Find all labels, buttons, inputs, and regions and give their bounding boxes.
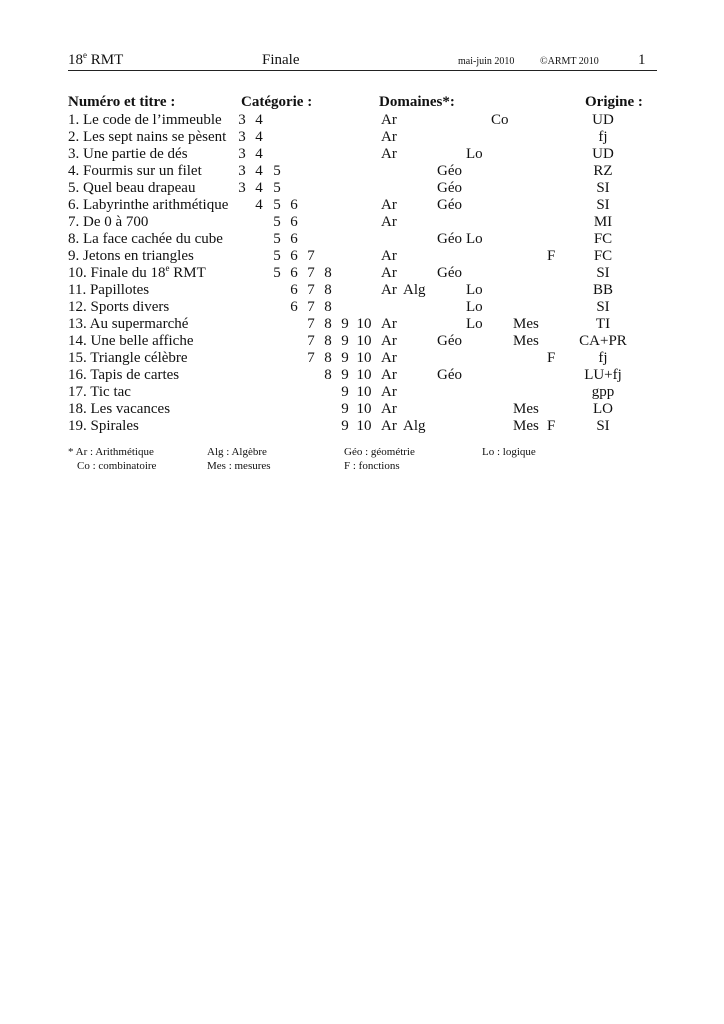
row-origin: RZ [593, 163, 613, 179]
category-cell: 7 [307, 299, 315, 315]
category-cell: 6 [290, 248, 298, 264]
table-row [0, 197, 724, 214]
category-cell: 3 [238, 180, 246, 196]
category-cell: 9 [341, 367, 349, 383]
legend-ar: * Ar : Arithmétique [68, 446, 154, 458]
domain-mes: Mes [513, 418, 539, 434]
domain-lo: Lo [466, 282, 483, 298]
row-title [68, 282, 149, 299]
header-rule [68, 70, 657, 71]
category-cell: 8 [324, 265, 332, 281]
column-header-category: Catégorie : [241, 94, 313, 110]
category-cell: 8 [324, 367, 332, 383]
category-cell: 5 [273, 231, 281, 247]
category-cell: 4 [255, 163, 263, 179]
domain-f: F [547, 248, 556, 264]
header-page-number: 1 [638, 52, 646, 68]
category-cell: 6 [290, 299, 298, 315]
row-title [68, 418, 139, 435]
category-cell: 10 [356, 367, 372, 383]
domain-alg: Alg [403, 418, 426, 434]
row-title [68, 401, 170, 418]
table-row [0, 316, 724, 333]
category-cell: 10 [356, 316, 372, 332]
domain-lo: Lo [466, 146, 483, 162]
header-center-title: Finale [262, 52, 300, 68]
row-title [68, 197, 228, 214]
legend-lo: Lo : logique [482, 446, 536, 458]
category-cell: 6 [290, 282, 298, 298]
legend-mes: Mes : mesures [207, 460, 271, 472]
row-title-text: 18. Les vacances [68, 401, 171, 417]
legend-co: Co : combinatoire [77, 460, 157, 472]
column-header-title: Numéro et titre : [68, 94, 176, 110]
category-cell: 6 [290, 197, 298, 213]
category-cell: 5 [273, 163, 281, 179]
category-cell: 7 [307, 265, 315, 281]
domain-mes: Mes [513, 316, 539, 332]
table-row [0, 367, 724, 384]
row-title [68, 299, 169, 316]
domain-ar: Ar [381, 112, 397, 128]
table-row [0, 112, 724, 129]
domain-ar: Ar [381, 367, 397, 383]
domain-ar: Ar [381, 333, 397, 349]
legend-geo: Géo : géométrie [344, 446, 415, 458]
table-row [0, 231, 724, 248]
row-title-text: 7. De 0 à 700 [68, 214, 149, 230]
row-title-text: 15. Triangle célèbre [68, 350, 188, 366]
domain-ar: Ar [381, 197, 397, 213]
table-row [0, 299, 724, 316]
table-row [0, 282, 724, 299]
row-title [68, 180, 195, 197]
table-row [0, 384, 724, 401]
category-cell: 5 [273, 265, 281, 281]
table-row [0, 214, 724, 231]
column-header-origin: Origine : [585, 94, 643, 110]
table-row [0, 350, 724, 367]
row-title [68, 367, 179, 384]
category-cell: 4 [255, 129, 263, 145]
category-cell: 3 [238, 129, 246, 145]
row-origin: MI [593, 214, 613, 230]
row-origin: SI [596, 299, 610, 315]
header-rmt [68, 52, 123, 69]
category-cell: 5 [273, 248, 281, 264]
category-cell: 6 [290, 265, 298, 281]
category-cell: 8 [324, 316, 332, 332]
row-title [68, 129, 226, 146]
category-cell: 3 [238, 163, 246, 179]
row-title-text: 2. Les sept nains se pèsent [68, 129, 227, 145]
header-copyright: ©ARMT 2010 [540, 56, 599, 67]
category-cell: 4 [255, 197, 263, 213]
domain-ar: Ar [381, 401, 397, 417]
domain-mes: Mes [513, 333, 539, 349]
domain-alg: Alg [403, 282, 426, 298]
row-title-text: 13. Au supermarché [68, 316, 189, 332]
category-cell: 7 [307, 248, 315, 264]
domain-mes: Mes [513, 401, 539, 417]
category-cell: 10 [356, 418, 372, 434]
domain-f: F [547, 418, 556, 434]
row-title [68, 384, 131, 401]
table-row [0, 418, 724, 435]
table-row [0, 248, 724, 265]
domain-geo: Géo [437, 265, 462, 281]
domain-ar: Ar [381, 214, 397, 230]
domain-ar: Ar [381, 248, 397, 264]
row-title-text: 4. Fourmis sur un filet [68, 163, 202, 179]
domain-ar: Ar [381, 265, 397, 281]
row-origin: LO [593, 401, 613, 417]
row-origin: SI [596, 180, 610, 196]
row-origin: CA+PR [579, 333, 627, 349]
category-cell: 5 [273, 180, 281, 196]
table-row [0, 129, 724, 146]
category-cell: 8 [324, 282, 332, 298]
row-title-text: 1. Le code de l’immeuble [68, 112, 222, 128]
header-rmt-suffix: RMT [87, 52, 124, 68]
row-origin: TI [595, 316, 611, 332]
table-row [0, 180, 724, 197]
row-origin: LU+fj [584, 367, 622, 383]
category-cell: 5 [273, 197, 281, 213]
domain-lo: Lo [466, 316, 483, 332]
category-cell: 10 [356, 384, 372, 400]
row-title-text: 6. Labyrinthe arithmétique [68, 197, 229, 213]
category-cell: 8 [324, 350, 332, 366]
row-title-sup: e [165, 263, 170, 273]
category-cell: 6 [290, 214, 298, 230]
domain-geo: Géo [437, 333, 462, 349]
domain-ar: Ar [381, 129, 397, 145]
category-cell: 4 [255, 112, 263, 128]
row-title-text: 3. Une partie de dés [68, 146, 188, 162]
header-rmt-number: 18 [68, 52, 83, 68]
category-cell: 4 [255, 146, 263, 162]
row-title-text: 9. Jetons en triangles [68, 248, 194, 264]
row-origin: gpp [591, 384, 615, 400]
row-origin: BB [592, 282, 614, 298]
row-title [68, 265, 206, 282]
domain-ar: Ar [381, 146, 397, 162]
header-date: mai-juin 2010 [458, 56, 515, 67]
header-rmt-sup: e [83, 50, 87, 60]
row-origin: UD [592, 112, 614, 128]
category-cell: 7 [307, 316, 315, 332]
table-row [0, 146, 724, 163]
domain-ar: Ar [381, 282, 397, 298]
row-title-text: 8. La face cachée du cube [68, 231, 223, 247]
category-cell: 5 [273, 214, 281, 230]
domain-geo: Géo [437, 163, 462, 179]
row-title [68, 146, 188, 163]
row-title-text: 11. Papillotes [68, 282, 150, 298]
category-cell: 8 [324, 333, 332, 349]
legend-alg: Alg : Algèbre [207, 446, 267, 458]
category-cell: 9 [341, 384, 349, 400]
row-origin: fj [598, 350, 608, 366]
domain-geo: Géo [437, 231, 462, 247]
category-cell: 10 [356, 350, 372, 366]
domain-co: Co [491, 112, 509, 128]
category-cell: 10 [356, 333, 372, 349]
row-title [68, 163, 202, 180]
category-cell: 7 [307, 282, 315, 298]
domain-geo: Géo [437, 197, 462, 213]
category-cell: 4 [255, 180, 263, 196]
table-row [0, 401, 724, 418]
domain-lo: Lo [466, 231, 483, 247]
row-origin: SI [596, 265, 610, 281]
domain-lo: Lo [466, 299, 483, 315]
row-origin: SI [596, 418, 610, 434]
category-cell: 9 [341, 401, 349, 417]
category-cell: 7 [307, 350, 315, 366]
row-title-text: 16. Tapis de cartes [68, 367, 180, 383]
domain-geo: Géo [437, 367, 462, 383]
row-origin: UD [592, 146, 614, 162]
category-cell: 9 [341, 316, 349, 332]
row-title-text: 14. Une belle affiche [68, 333, 194, 349]
category-cell: 10 [356, 401, 372, 417]
row-title-suffix: RMT [169, 265, 206, 281]
row-title [68, 214, 148, 231]
row-title-text: 17. Tic tac [68, 384, 131, 400]
row-origin: FC [593, 231, 613, 247]
domain-geo: Géo [437, 180, 462, 196]
row-title [68, 333, 194, 350]
row-origin: FC [593, 248, 613, 264]
row-title [68, 248, 194, 265]
row-title-text: 12. Sports divers [68, 299, 170, 315]
table-row [0, 333, 724, 350]
row-title [68, 350, 188, 367]
category-cell: 9 [341, 418, 349, 434]
row-title-text: 10. Finale du 18 [68, 265, 166, 281]
row-title-text: 5. Quel beau drapeau [68, 180, 196, 196]
category-cell: 3 [238, 112, 246, 128]
row-title-text: 19. Spirales [68, 418, 139, 434]
category-cell: 8 [324, 299, 332, 315]
row-origin: SI [596, 197, 610, 213]
table-row [0, 163, 724, 180]
domain-ar: Ar [381, 350, 397, 366]
domain-ar: Ar [381, 418, 397, 434]
row-title [68, 112, 222, 129]
table-row [0, 265, 724, 282]
category-cell: 7 [307, 333, 315, 349]
domain-ar: Ar [381, 316, 397, 332]
domain-f: F [547, 350, 556, 366]
domain-ar: Ar [381, 384, 397, 400]
legend-f: F : fonctions [344, 460, 400, 472]
category-cell: 6 [290, 231, 298, 247]
category-cell: 3 [238, 146, 246, 162]
category-cell: 9 [341, 333, 349, 349]
row-title [68, 316, 188, 333]
row-origin: fj [598, 129, 608, 145]
category-cell: 9 [341, 350, 349, 366]
row-title [68, 231, 223, 248]
column-header-domains: Domaines*: [379, 94, 455, 110]
